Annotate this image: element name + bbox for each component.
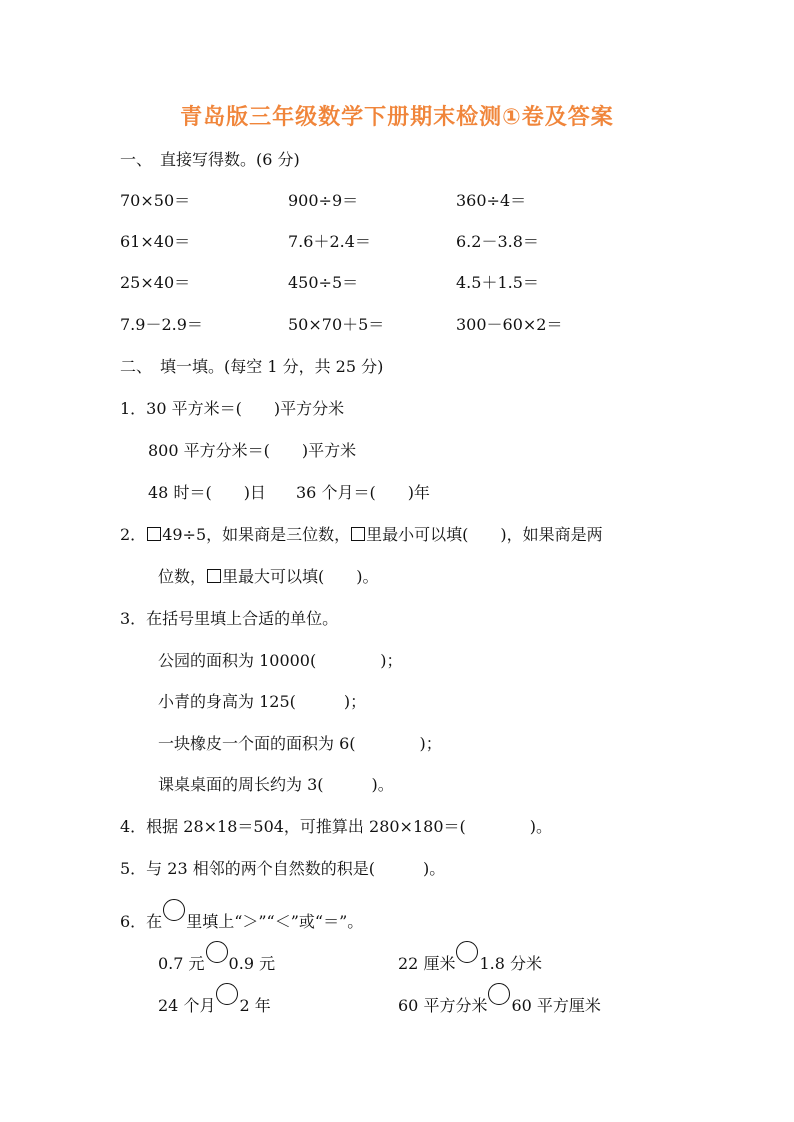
calc-item: 4.5＋1.5＝ xyxy=(456,273,539,292)
calc-item: 25×40＝ xyxy=(120,273,191,292)
calc-item: 450÷5＝ xyxy=(288,273,359,292)
circle-blank-icon xyxy=(216,983,238,1005)
q5: 5．与 23 相邻的两个自然数的积是( )。 xyxy=(120,859,446,878)
q6-d-left: 60 平方分米 xyxy=(398,996,488,1015)
page-title: 青岛版三年级数学下册期末检测①卷及答案 xyxy=(180,105,614,130)
q2-number: 2． xyxy=(120,525,147,544)
q1-line3b: 36 个月＝( )年 xyxy=(296,483,430,502)
calc-item: 50×70＋5＝ xyxy=(288,315,385,334)
calc-item: 6.2－3.8＝ xyxy=(456,232,539,251)
q2-line1 xyxy=(120,523,603,547)
q6-c-left: 24 个月 xyxy=(158,996,216,1015)
calc-item: 70×50＝ xyxy=(120,191,191,210)
q6-text2: 里填上“＞”“＜”或“＝”。 xyxy=(186,912,364,931)
circle-blank-icon xyxy=(206,941,228,963)
q6-b-left: 22 厘米 xyxy=(398,954,456,973)
calc-item: 61×40＝ xyxy=(120,232,191,251)
square-box-icon xyxy=(147,527,161,541)
q4: 4．根据 28×18＝504，可推算出 280×180＝( )。 xyxy=(120,817,552,836)
q6-compare-d xyxy=(398,983,601,1018)
q2-text4: 里最大可以填( )。 xyxy=(222,567,379,586)
section2-heading: 二、 填一填。(每空 1 分，共 25 分) xyxy=(120,357,384,376)
q3-c: 一块橡皮一个面的面积为 6( )； xyxy=(158,734,442,753)
q2-line2 xyxy=(158,565,379,589)
q1-line3a: 48 时＝( )日 xyxy=(148,483,266,502)
calc-item: 900÷9＝ xyxy=(288,191,359,210)
q1-line1: 1．30 平方米＝( )平方分米 xyxy=(120,399,345,418)
circle-blank-icon xyxy=(488,983,510,1005)
q3-line1: 3．在括号里填上合适的单位。 xyxy=(120,609,339,628)
circle-blank-icon xyxy=(163,899,185,921)
calc-item: 7.6＋2.4＝ xyxy=(288,232,371,251)
square-box-icon xyxy=(207,569,221,583)
calc-item: 7.9－2.9＝ xyxy=(120,315,203,334)
square-box-icon xyxy=(351,527,365,541)
calc-item: 360÷4＝ xyxy=(456,191,527,210)
q2-text3: 位数， xyxy=(158,567,207,586)
q6-compare-c xyxy=(158,983,271,1018)
q6-d-right: 60 平方厘米 xyxy=(511,996,601,1015)
q1-line2: 800 平方分米＝( )平方米 xyxy=(148,441,357,460)
section1-heading: 一、 直接写得数。(6 分) xyxy=(120,150,300,169)
q6-b-right: 1.8 分米 xyxy=(479,954,542,973)
q6-compare-a xyxy=(158,941,275,976)
q2-text1: 49÷5，如果商是三位数， xyxy=(162,525,351,544)
q6-text1: 6．在 xyxy=(120,912,163,931)
q3-a: 公园的面积为 10000( )； xyxy=(158,651,403,670)
q3-d: 课桌桌面的周长约为 3( )。 xyxy=(158,775,394,794)
q2-text2: 里最小可以填( )，如果商是两 xyxy=(366,525,603,544)
q3-b: 小青的身高为 125( )； xyxy=(158,692,367,711)
q6-c-right: 2 年 xyxy=(239,996,271,1015)
q6-a-left: 0.7 元 xyxy=(158,954,205,973)
q6-compare-b xyxy=(398,941,542,976)
circle-blank-icon xyxy=(456,941,478,963)
q6-a-right: 0.9 元 xyxy=(228,954,276,973)
q6-line1 xyxy=(120,899,363,934)
calc-item: 300－60×2＝ xyxy=(456,315,563,334)
